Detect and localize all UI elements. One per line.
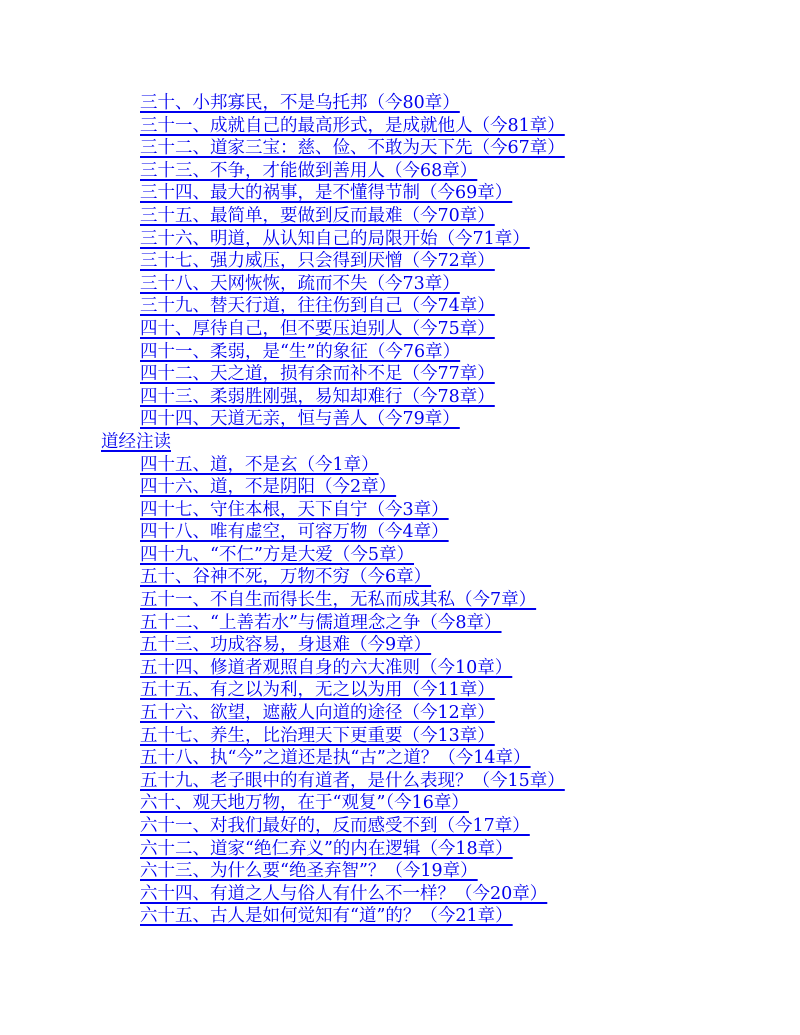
toc-entry <box>0 792 800 815</box>
toc-entry <box>0 499 800 522</box>
toc-entry <box>0 137 800 160</box>
toc-entry <box>0 566 800 589</box>
toc-entry <box>0 363 800 386</box>
toc-entry <box>0 702 800 725</box>
toc-link[interactable]: 四十九、“不仁”方是大爱（今5章） <box>140 544 415 565</box>
toc-entry <box>0 747 800 770</box>
toc-link[interactable]: 六十四、有道之人与俗人有什么不一样？（今20章） <box>140 883 548 904</box>
toc-entry <box>0 408 800 431</box>
toc-link[interactable]: 三十、小邦寡民，不是乌托邦（今80章） <box>140 93 460 113</box>
toc-link[interactable]: 六十一、对我们最好的，反而感受不到（今17章） <box>140 816 530 836</box>
toc-link[interactable]: 三十六、明道，从认知自己的局限开始（今71章） <box>140 228 530 249</box>
toc-link[interactable]: 四十四、天道无亲，恒与善人（今79章） <box>140 409 460 430</box>
toc-entry <box>0 634 800 657</box>
toc-entry <box>0 228 800 251</box>
toc-entry <box>0 860 800 883</box>
toc-entry <box>0 115 800 138</box>
toc-link[interactable]: 四十二、天之道，损有余而补不足（今77章） <box>140 364 495 385</box>
toc-link[interactable]: 四十三、柔弱胜刚强，易知却难行（今78章） <box>140 386 495 407</box>
toc-link[interactable]: 三十三、不争，才能做到善用人（今68章） <box>140 160 478 181</box>
toc-link[interactable]: 五十二、“上善若水”与儒道理念之争（今8章） <box>140 612 502 633</box>
toc-entry <box>0 341 800 364</box>
toc-entry <box>0 386 800 409</box>
toc-link[interactable]: 五十八、执“今”之道还是执“古”之道？（今14章） <box>140 748 531 769</box>
toc-link[interactable]: 三十五、最简单，要做到反而最难（今70章） <box>140 205 495 226</box>
toc-entry <box>0 679 800 702</box>
toc-link[interactable]: 五十一、不自生而得长生，无私而成其私（今7章） <box>140 590 537 611</box>
toc-entry <box>0 883 800 906</box>
toc-link[interactable]: 五十四、修道者观照自身的六大准则（今10章） <box>140 657 513 678</box>
toc-section-heading <box>0 431 800 454</box>
toc-link[interactable]: 五十三、功成容易，身退难（今9章） <box>140 635 432 656</box>
toc-link[interactable]: 三十四、最大的祸事，是不懂得节制（今69章） <box>140 183 513 204</box>
toc-link[interactable]: 五十九、老子眼中的有道者，是什么表现？（今15章） <box>140 770 565 791</box>
toc-entry <box>0 160 800 183</box>
toc-entry <box>0 657 800 680</box>
toc-entry <box>0 273 800 296</box>
toc-entry <box>0 725 800 748</box>
toc-link[interactable]: 四十一、柔弱，是“生”的象征（今76章） <box>140 341 461 362</box>
toc-entry <box>0 612 800 635</box>
toc-link[interactable]: 四十五、道，不是玄（今1章） <box>140 454 379 475</box>
toc-link[interactable]: 四十八、唯有虚空，可容万物（今4章） <box>140 522 449 543</box>
toc-entry <box>0 815 800 838</box>
toc-entry <box>0 318 800 341</box>
toc-link[interactable]: 三十二、道家三宝：慈、俭、不敢为天下先（今67章） <box>140 138 565 159</box>
toc-link[interactable]: 三十九、替天行道，往往伤到自己（今74章） <box>140 296 495 317</box>
toc-link[interactable]: 四十、厚待自己，但不要压迫别人（今75章） <box>140 318 495 339</box>
toc-link[interactable]: 六十二、道家“绝仁弃义”的内在逻辑（今18章） <box>140 838 513 859</box>
table-of-contents <box>0 92 800 928</box>
toc-entry <box>0 250 800 273</box>
toc-entry <box>0 521 800 544</box>
toc-link[interactable]: 六十三、为什么要“绝圣弃智”？（今19章） <box>140 861 478 882</box>
toc-entry <box>0 905 800 928</box>
toc-link[interactable]: 五十五、有之以为利，无之以为用（今11章） <box>140 680 495 701</box>
toc-entry <box>0 544 800 567</box>
toc-link[interactable]: 五十、谷神不死，万物不穷（今6章） <box>140 567 432 588</box>
toc-link[interactable]: 三十七、强力威压，只会得到厌憎（今72章） <box>140 251 495 272</box>
toc-entry <box>0 205 800 228</box>
toc-entry <box>0 92 800 115</box>
toc-entry <box>0 182 800 205</box>
toc-entry <box>0 838 800 861</box>
toc-link[interactable]: 三十一、成就自己的最高形式，是成就他人（今81章） <box>140 115 565 136</box>
toc-link[interactable]: 四十七、守住本根，天下自宁（今3章） <box>140 499 449 520</box>
toc-link[interactable]: 四十六、道，不是阴阳（今2章） <box>140 477 397 498</box>
toc-link[interactable]: 三十八、天网恢恢，疏而不失（今73章） <box>140 273 460 294</box>
section-heading-link[interactable]: 道经注读 <box>101 431 171 452</box>
toc-entry <box>0 295 800 318</box>
toc-entry <box>0 770 800 793</box>
toc-entry <box>0 454 800 477</box>
toc-link[interactable]: 五十七、养生，比治理天下更重要（今13章） <box>140 725 495 746</box>
toc-link[interactable]: 六十五、古人是如何觉知有“道”的？（今21章） <box>140 906 513 927</box>
toc-link[interactable]: 六十、观天地万物，在于“观复”（今16章） <box>140 793 469 814</box>
toc-entry <box>0 476 800 499</box>
toc-entry <box>0 589 800 612</box>
toc-link[interactable]: 五十六、欲望，遮蔽人向道的途径（今12章） <box>140 703 495 724</box>
